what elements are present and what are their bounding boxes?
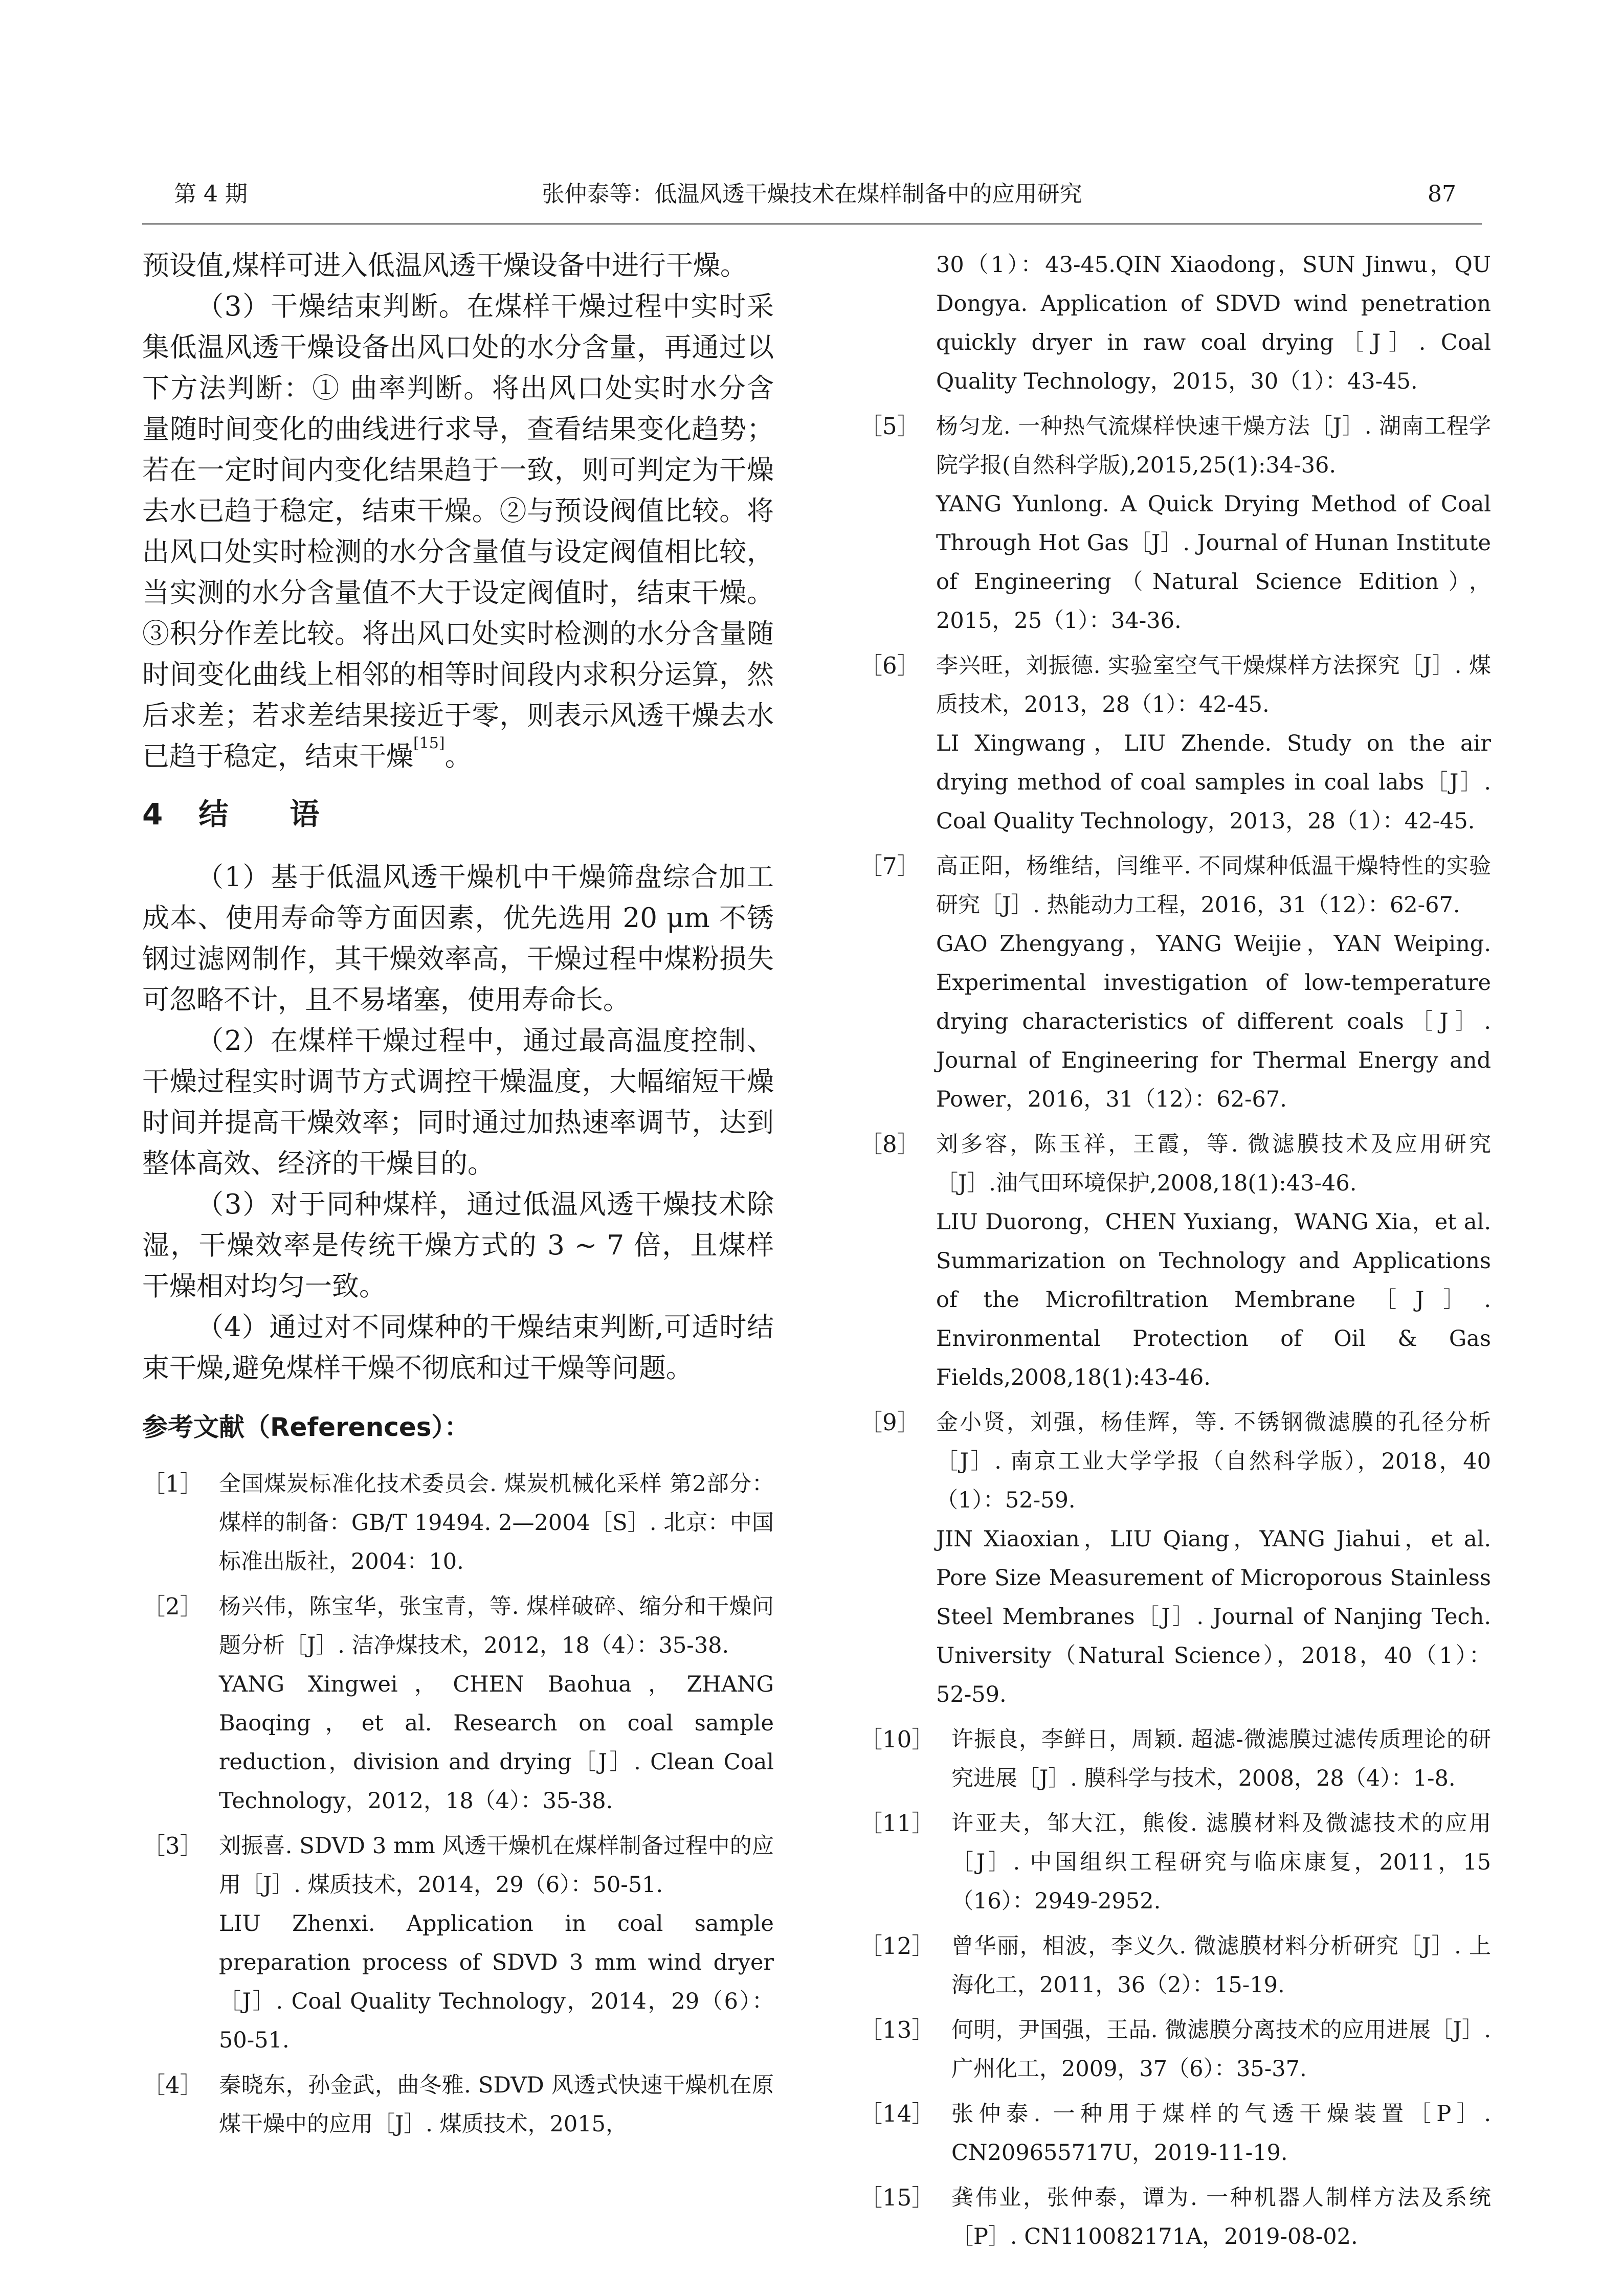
right-column	[859, 245, 1491, 2262]
paragraph-preset: 预设值,煤样可进入低温风透干燥设备中进行干燥。	[142, 250, 747, 281]
reference-number: ［5］	[859, 413, 920, 440]
conclusion-2: （2）在煤样干燥过程中，通过最高温度控制、干燥过程实时调节方式调控干燥温度，大幅缩短干燥时间并提高干燥效率；同时通过加热速率调节，达到整体高效、经济的干燥目的。	[142, 1025, 774, 1179]
reference-text	[936, 407, 1491, 640]
reference-number: ［15］	[859, 2184, 935, 2211]
page-number: 87	[1428, 181, 1456, 207]
reference-number: ［2］	[142, 1593, 203, 1620]
reference-item	[859, 646, 1491, 841]
reference-zh: 杨匀龙. 一种热气流煤样快速干燥方法［J］. 湖南工程学院学报(自然科学版),2015,25(1):34-36.	[936, 414, 1491, 478]
reference-number: ［3］	[142, 1832, 203, 1859]
reference-zh: 金小贤，刘强，杨佳辉，等. 不锈钢微滤膜的孔径分析［J］. 南京工业大学学报（自然科学版），2018，40（1）：52-59.	[936, 1410, 1491, 1513]
reference-item	[859, 847, 1491, 1119]
reference-number: ［14］	[859, 2100, 935, 2127]
reference-zh: 刘多容，陈玉祥，王霞，等. 微滤膜技术及应用研究［J］.油气田环境保护,2008,18(1):43-46.	[936, 1132, 1491, 1196]
reference-zh: 张仲泰. 一种用于煤样的气透干燥装置［P］. CN209655717U，2019-11-19.	[951, 2101, 1491, 2166]
section-heading-conclusion	[142, 794, 774, 835]
reference-text	[951, 2095, 1491, 2172]
reference-en: JIN Xiaoxian，LIU Qiang，YANG Jiahui，et al. Pore Size Measurement of Microporous Stainless Steel Membranes［J］. Journal of Nanjing Tech. University（Natural Science），2018，40（1）：52-59.	[936, 1526, 1491, 1707]
running-title: 张仲泰等：低温风透干燥技术在煤样制备中的应用研究	[542, 181, 1082, 207]
reference-text	[936, 847, 1491, 1119]
references-list-left	[142, 1465, 774, 2144]
reference-zh: 秦晓东，孙金武，曲冬雅. SDVD 风透式快速干燥机在原煤干燥中的应用［J］. 煤质技术，2015，	[219, 2073, 774, 2137]
references-heading: 参考文献（References）：	[142, 1412, 470, 1442]
references-list-right	[859, 245, 1491, 2256]
reference-text	[219, 1587, 774, 1820]
conclusion-1: （1）基于低温风透干燥机中干燥筛盘综合加工成本、使用寿命等方面因素，优先选用 20 μm 不锈钢过滤网制作，其干燥效率高，干燥过程中煤粉损失可忽略不计，且不易堵塞，使用寿命长。	[142, 862, 774, 1016]
reference-item	[859, 1403, 1491, 1714]
reference-item	[142, 1465, 774, 1581]
citation-15: [15]	[413, 734, 445, 752]
reference-text	[951, 2011, 1491, 2088]
reference-number: ［10］	[859, 1726, 935, 1753]
reference-number: ［1］	[142, 1470, 203, 1497]
reference-en: YANG Xingwei，CHEN Baohua，ZHANG Baoqing，et al. Research on coal sample reduction，division and drying［J］. Clean Coal Technology，2012，18（4）：35-38.	[219, 1672, 774, 1814]
reference-text	[936, 1125, 1491, 1397]
paragraph-drying-end-text: （3）干燥结束判断。在煤样干燥过程中实时采集低温风透干燥设备出风口处的水分含量，再通过以下方法判断：① 曲率判断。将出风口处实时水分含量随时间变化的曲线进行求导，查看结果变化趋势；若在一定时间内变化结果趋于一致，则可判定为干燥去水已趋于稳定，结束干燥。②与预设阀值比较。将出风口处实时检测的水分含量值与设定阀值相比较，当实测的水分含量值不大于设定阀值时，结束干燥。③积分作差比较。将出风口处实时检测的水分含量随时间变化曲线上相邻的相等时间段内求积分运算，然后求差；若求差结果接近于零，则表示风透干燥去水已趋于稳定，结束干燥	[142, 291, 774, 772]
reference-item	[859, 1804, 1491, 1921]
section-title-part2: 语	[290, 797, 320, 831]
reference-item	[142, 1587, 774, 1820]
reference-item	[142, 2066, 774, 2144]
reference-text	[951, 1804, 1491, 1921]
reference-zh: 龚伟业，张仲泰，谭为. 一种机器人制样方法及系统［P］. CN110082171A，2019-08-02.	[951, 2185, 1491, 2249]
reference-number: ［6］	[859, 652, 920, 679]
reference-item	[859, 2178, 1491, 2256]
reference-en: LIU Zhenxi. Application in coal sample preparation process of SDVD 3 mm wind dryer［J］. Coal Quality Technology，2014，29（6）：50-51.	[219, 1911, 774, 2053]
reference-item	[859, 407, 1491, 640]
reference-text	[219, 1827, 774, 2060]
reference-zh: 全国煤炭标准化技术委员会. 煤炭机械化采样 第2部分：煤样的制备：GB/T 19494. 2—2004［S］. 北京：中国标准出版社，2004：10.	[219, 1471, 774, 1574]
reference-item	[859, 1927, 1491, 2005]
reference-number: ［13］	[859, 2016, 935, 2043]
reference-number: ［9］	[859, 1409, 920, 1436]
reference-zh: 李兴旺，刘振德. 实验室空气干燥煤样方法探究［J］. 煤质技术，2013，28（1）：42-45.	[936, 653, 1491, 717]
paragraph-end-mark: 。	[444, 741, 472, 772]
reference-text	[936, 1403, 1491, 1714]
reference-4-continued	[859, 245, 1491, 401]
reference-zh: 30（1）：43-45.	[936, 252, 1116, 278]
reference-item	[859, 2095, 1491, 2172]
reference-number: ［4］	[142, 2072, 203, 2099]
reference-zh: 高正阳，杨维结，闫维平. 不同煤种低温干燥特性的实验研究［J］. 热能动力工程，2016，31（12）：62-67.	[936, 853, 1491, 918]
reference-en: LIU Duorong，CHEN Yuxiang，WANG Xia，et al. Summarization on Technology and Applications of the Microfiltration Membrane［J］. Environmental Protection of Oil & Gas Fields,2008,18(1):43-46.	[936, 1209, 1491, 1390]
reference-text	[219, 1465, 774, 1581]
reference-zh: 曾华丽，相波，李义久. 微滤膜材料分析研究［J］. 上海化工，2011，36（2）：15-19.	[951, 1933, 1491, 1998]
reference-text	[951, 1927, 1491, 2005]
reference-text	[951, 1720, 1491, 1798]
reference-item	[859, 2011, 1491, 2088]
reference-en: LI Xingwang，LIU Zhende. Study on the air drying method of coal samples in coal labs［J］. Coal Quality Technology，2013，28（1）：42-45.	[936, 731, 1491, 834]
reference-en: YANG Yunlong. A Quick Drying Method of Coal Through Hot Gas［J］. Journal of Hunan Institute of Engineering（Natural Science Edition），2015，25（1）：34-36.	[936, 491, 1491, 634]
section-title-part1: 结	[198, 797, 229, 831]
conclusion-4: （4）通过对不同煤种的干燥结束判断,可适时结束干燥,避免煤样干燥不彻底和过干燥等问题。	[142, 1312, 774, 1384]
reference-item	[859, 1720, 1491, 1798]
reference-item	[142, 1827, 774, 2060]
reference-zh: 何明，尹国强，王品. 微滤膜分离技术的应用进展［J］. 广州化工，2009，37（6）：35-37.	[951, 2017, 1491, 2082]
reference-en: GAO Zhengyang，YANG Weijie，YAN Weiping. Experimental investigation of low-temperature drying characteristics of different coals［J］. Journal of Engineering for Thermal Energy and Power，2016，31（12）：62-67.	[936, 931, 1491, 1112]
reference-zh: 杨兴伟，陈宝华，张宝青，等. 煤样破碎、缩分和干燥问题分析［J］. 洁净煤技术，2012，18（4）：35-38.	[219, 1594, 774, 1658]
reference-zh: 许振良，李鲜日，周颖. 超滤-微滤膜过滤传质理论的研究进展［J］. 膜科学与技术，2008，28（4）：1-8.	[951, 1727, 1491, 1791]
reference-item	[859, 1125, 1491, 1397]
paragraph-drying-end	[142, 286, 774, 777]
reference-text	[219, 2066, 774, 2144]
reference-en: QIN Xiaodong，SUN Jinwu，QU Dongya. Application of SDVD wind penetration quickly dryer in raw coal drying［J］. Coal Quality Technology，2015，30（1）：43-45.	[936, 252, 1491, 394]
reference-text	[951, 2178, 1491, 2256]
reference-number: ［11］	[859, 1810, 935, 1837]
reference-zh: 刘振喜. SDVD 3 mm 风透干燥机在煤样制备过程中的应用［J］. 煤质技术，2014，29（6）：50-51.	[219, 1833, 774, 1898]
issue-number: 第 4 期	[174, 181, 248, 207]
reference-text	[936, 646, 1491, 841]
reference-number: ［12］	[859, 1932, 935, 1960]
reference-zh: 许亚夫，邹大江，熊俊. 滤膜材料及微滤技术的应用［J］. 中国组织工程研究与临床康复，2011，15（16）：2949-2952.	[951, 1811, 1491, 1914]
reference-number: ［8］	[859, 1131, 920, 1158]
reference-number: ［7］	[859, 852, 920, 880]
running-header	[142, 176, 1482, 224]
left-column	[142, 245, 774, 2150]
conclusion-3: （3）对于同种煤样，通过低温风透干燥技术除湿，干燥效率是传统干燥方式的 3 ~ 7 倍，且煤样干燥相对均匀一致。	[142, 1189, 774, 1302]
section-number: 4	[142, 797, 163, 831]
